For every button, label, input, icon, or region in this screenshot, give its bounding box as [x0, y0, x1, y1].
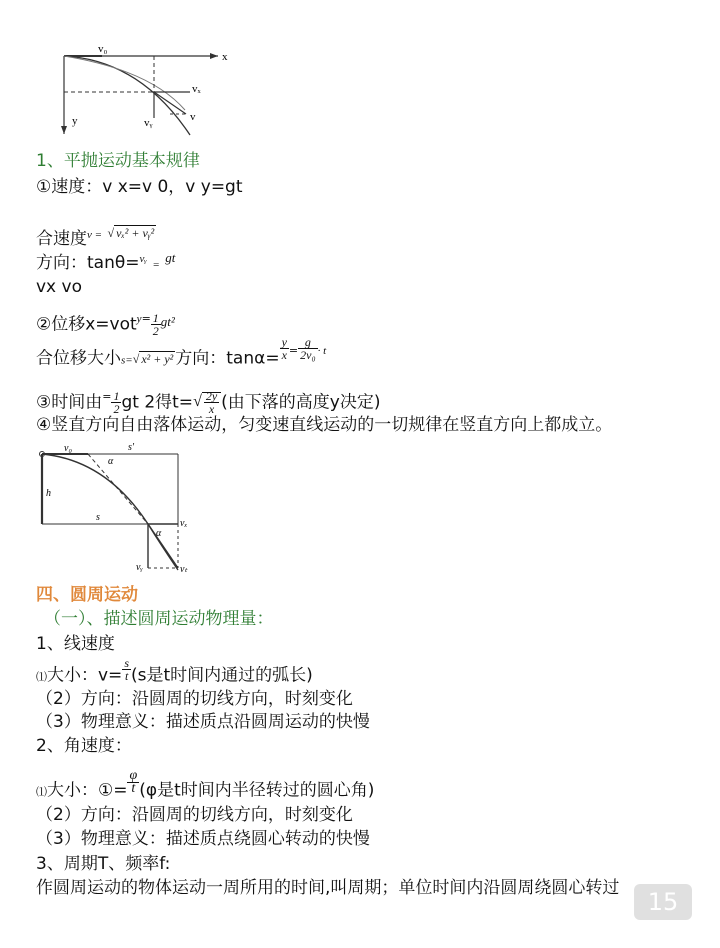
sqrt-2y-x-radicand	[202, 389, 221, 416]
speed-rule: ①速度：v x=v 0，v y=gt	[36, 177, 243, 197]
tan-alpha-y-over-x	[280, 336, 289, 361]
angular-speed-meaning: （3）物理意义：描述质点绕圆心转动的快慢	[36, 829, 370, 849]
frac-2y-x	[204, 390, 219, 415]
disp-eq: =	[141, 311, 151, 325]
linear-speed-size-label: 大小：v=	[47, 665, 123, 686]
fig1-vx-label: vₓ	[192, 83, 201, 95]
half-den: 2	[152, 324, 159, 338]
linear-speed-meaning: （3）物理意义：描述质点沿圆周运动的快慢	[36, 712, 370, 732]
page-number-badge	[634, 884, 692, 920]
linear-speed-size-row	[36, 656, 313, 689]
sqrt-vx-vy-radicand: vₓ² + vᵧ²	[116, 226, 155, 240]
time-half-den: 2	[113, 402, 120, 416]
fig1-vy-label: vᵧ	[144, 117, 153, 129]
tan-eq: =	[152, 259, 160, 271]
combined-disp-row	[36, 335, 327, 372]
disp-gt2: gt²	[160, 313, 175, 329]
s-over-t	[122, 657, 131, 682]
direction2-label: 方向：tanα=	[175, 348, 280, 369]
angular-speed-title: 2、角速度：	[36, 736, 132, 756]
period-title: 3、周期T、频率f:	[36, 854, 171, 874]
page-number: 15	[647, 888, 679, 916]
tan-gt: gt	[165, 250, 176, 265]
sqrt-x-y: √ x² + y²	[132, 351, 174, 366]
linear-speed-title: 1、线速度	[36, 634, 115, 654]
fig2-vx-label: vₓ	[180, 518, 188, 529]
time-half-fraction	[111, 390, 121, 415]
angular-speed-size-row	[36, 768, 375, 804]
direction-row	[36, 252, 175, 276]
half-num: 1	[152, 311, 159, 325]
frac-x: x	[281, 348, 287, 362]
fig2-v0-label: v₀	[64, 443, 72, 454]
fig2-vy-label: vᵧ	[136, 562, 143, 573]
circled-1b: ⑴	[36, 785, 47, 799]
time-eq-sup: =	[102, 389, 112, 403]
fig2-alpha-top-label: α	[108, 456, 114, 467]
frac-y: y	[281, 335, 287, 349]
section-title-projectile: 1、平抛运动基本规律	[36, 151, 200, 171]
dot-t: · t	[317, 344, 327, 357]
vx-v0-row: vx vo	[36, 277, 82, 297]
frac-phi: φ	[129, 768, 138, 783]
tan-alpha-g-over-2v0	[298, 336, 318, 361]
v-eq: v =	[87, 229, 103, 241]
combined-disp-label: 合位移大小	[36, 348, 121, 369]
fig2-s-prime-label: s′	[128, 442, 135, 453]
frac-s: s	[124, 656, 129, 670]
fig1-x-label: x	[222, 51, 228, 63]
angular-speed-direction: （2）方向：沿圆周的切线方向，时刻变化	[36, 805, 353, 825]
time-row	[36, 390, 381, 416]
sqrt-2y-over-x: √ $\frac{2y}{x}$	[193, 390, 221, 415]
sqrt-vx-vy: √ vₓ² + vᵧ²	[107, 226, 155, 240]
time-mid: gt 2得t=	[121, 392, 194, 413]
combined-speed-row	[36, 228, 156, 252]
frac-t2: t	[131, 781, 136, 796]
disp-y-sup: y	[136, 312, 142, 325]
direction-label: 方向：tanθ=	[36, 253, 140, 273]
fig2-s-label: s	[96, 512, 100, 523]
angular-speed-size-label: 大小：①=	[47, 780, 128, 801]
frac-2y: 2y	[205, 389, 218, 403]
linear-speed-direction: （2）方向：沿圆周的切线方向，时刻变化	[36, 689, 353, 709]
sqrt-x-y-radicand: x² + y²	[141, 351, 174, 366]
fig2-alpha-bottom-label: α	[156, 528, 162, 539]
linear-speed-size-tail: (s是t时间内通过的弧长)	[130, 665, 313, 686]
frac-2v0: 2v₀	[300, 348, 316, 362]
projectile-diagram-2	[36, 440, 196, 575]
fig1-v0-label: v₀	[98, 43, 108, 55]
tan-vy: vᵧ	[139, 253, 147, 265]
fig2-vt-label: vₜ	[180, 564, 188, 575]
frac-x-2: x	[208, 402, 215, 416]
period-definition: 作圆周运动的物体运动一周所用的时间,叫周期；单位时间内沿圆周绕圆心转过	[36, 878, 620, 898]
combined-speed-label: 合速度	[36, 229, 87, 249]
time-label: ③时间由	[36, 392, 103, 413]
displacement-label: ②位移x=vot	[36, 314, 137, 335]
s-eq: s=	[121, 354, 133, 367]
projectile-diagram-1	[50, 40, 250, 140]
time-half-num: 1	[113, 389, 120, 403]
fig1-v-label: v	[190, 111, 196, 123]
frac-t: t	[124, 669, 129, 683]
freefall-rule: ④竖直方向自由落体运动，匀变速直线运动的一切规律在竖直方向上都成立。	[36, 415, 613, 435]
fig2-h-label: h	[46, 488, 51, 499]
phi-over-t	[127, 770, 139, 795]
time-tail: (由下落的高度y决定)	[221, 392, 381, 413]
disp-half-fraction	[151, 312, 161, 337]
frac-g: g	[298, 336, 318, 349]
displacement-row	[36, 312, 175, 338]
tan-alpha-eq: =	[288, 343, 299, 357]
section-title-circular: 四、圆周运动	[36, 585, 138, 605]
angular-speed-size-tail: (φ是t时间内半径转过的圆心角)	[139, 780, 375, 801]
subsection-title: （一）、描述圆周运动物理量：	[44, 609, 274, 629]
fig1-y-label: y	[72, 115, 78, 127]
circled-1: ⑴	[36, 670, 47, 684]
